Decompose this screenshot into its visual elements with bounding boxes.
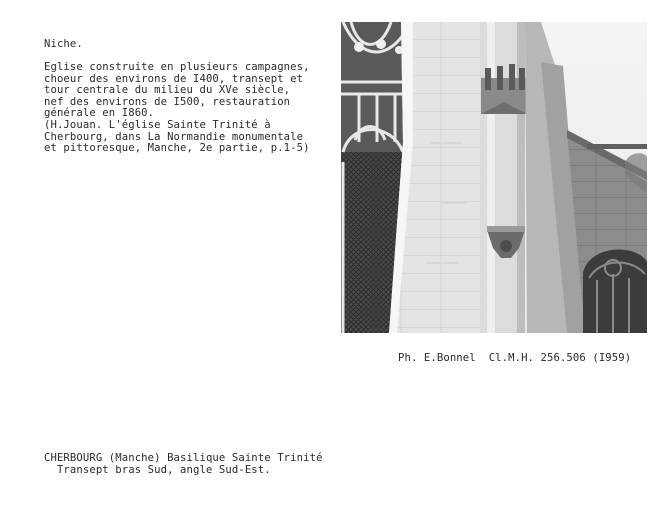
- description-line: choeur des environs de I400, transept et: [44, 72, 304, 85]
- description-line: tour centrale du milieu du XVe siècle,: [44, 84, 291, 97]
- description-line: Eglise construite en plusieurs campagnes,: [44, 61, 310, 73]
- description-line: générale en I860.: [44, 107, 155, 120]
- description-line: et pittoresque, Manche, 2e partie, p.1-5): [44, 142, 310, 155]
- church-photograph: [341, 22, 647, 333]
- footer-location: CHERBOURG (Manche) Basilique Sainte Trinité: [44, 452, 323, 464]
- photograph-image: [341, 22, 647, 333]
- photo-credit: Ph. E.Bonnel Cl.M.H. 256.506 (I959): [398, 352, 632, 364]
- description-line: nef des environs de I500, restauration: [44, 95, 291, 108]
- description-line: Cherbourg, dans La Normandie monumentale: [44, 130, 304, 143]
- footer-caption: [44, 453, 323, 476]
- caption-description: [44, 62, 310, 155]
- description-line: (H.Jouan. L'église Sainte Trinité à: [44, 118, 271, 131]
- footer-detail: Transept bras Sud, angle Sud-Est.: [44, 463, 271, 476]
- caption-label: Niche.: [44, 38, 83, 50]
